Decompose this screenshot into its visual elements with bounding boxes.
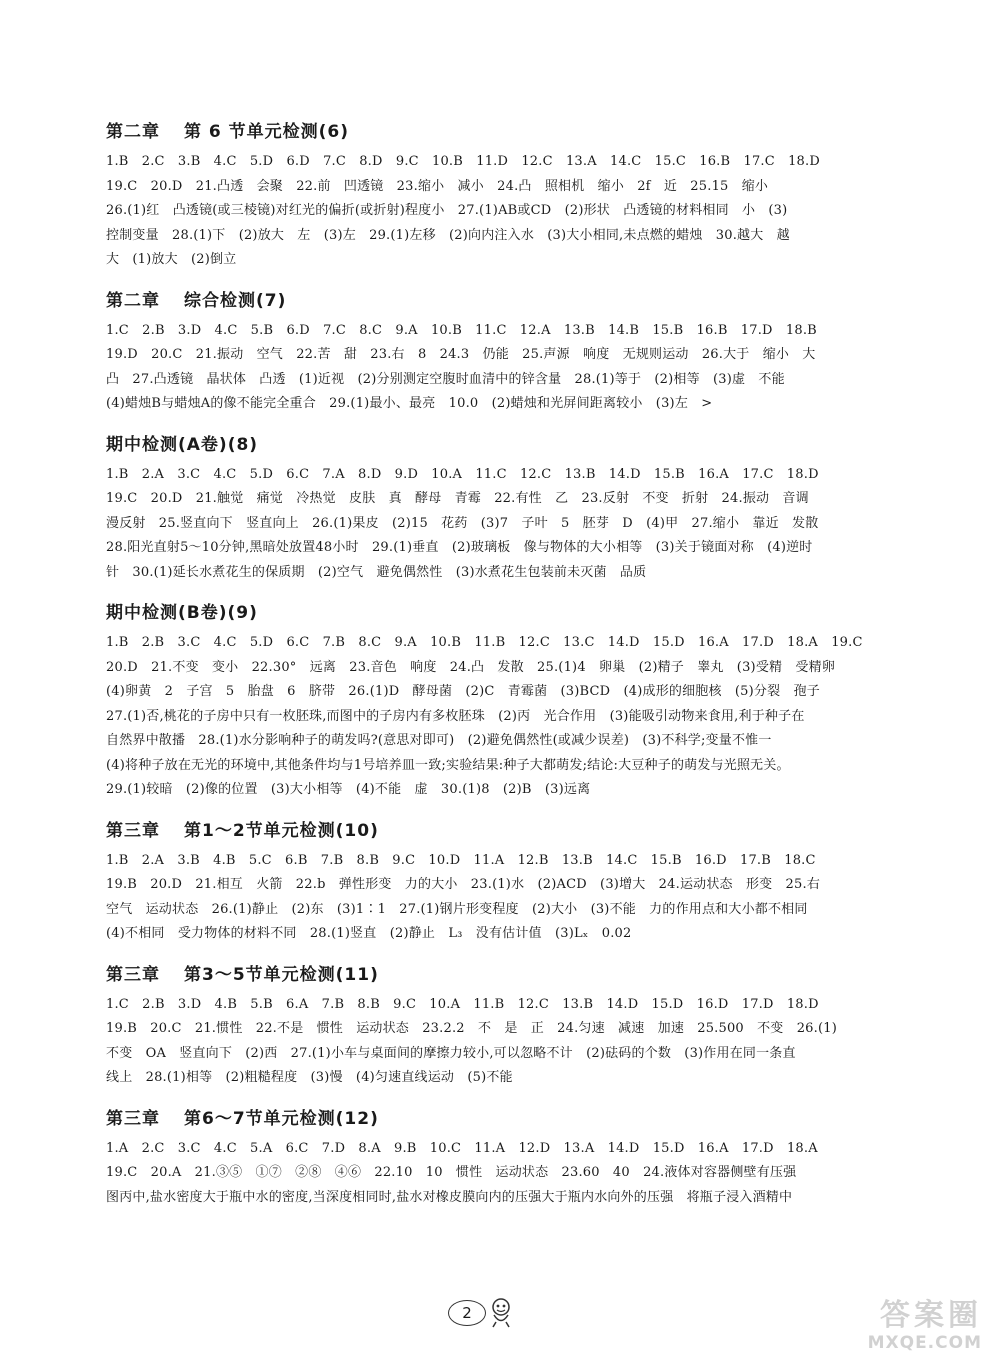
answer-line: 1.B 2.C 3.B 4.C 5.D 6.D 7.C 8.D 9.C 10.B 11.D 12.C 13.A 14.C 15.C 16.B 17.C 18.D [106, 154, 820, 169]
answer-line: 28.阳光直射5～10分钟,黑暗处放置48小时 29.(1)垂直 (2)玻璃板 像与物体的大小相等 (3)关于镜面对称 (4)逆时 [106, 540, 813, 555]
answer-page [106, 118, 896, 1224]
answer-line: 大 (1)放大 (2)倒立 [106, 252, 237, 267]
section-title: 第三章 第3～5节单元检测(11) [106, 964, 379, 985]
answer-line: (4)卵黄 2 子宫 5 胎盘 6 脐带 26.(1)D 酵母菌 (2)C 青霉菌 (3)BCD (4)成形的细胞核 (5)分裂 孢子 [106, 684, 820, 699]
answer-line: 1.A 2.C 3.C 4.C 5.A 6.C 7.D 8.A 9.B 10.C 11.A 12.D 13.A 14.D 15.D 16.A 17.D 18.A [106, 1140, 818, 1156]
answer-line: 1.B 2.A 3.B 4.B 5.C 6.B 7.B 8.B 9.C 10.D 11.A 12.B 13.B 14.C 15.B 16.D 17.B 18.C [106, 852, 816, 868]
section-title: 第二章 综合检测(7) [106, 290, 287, 311]
section-midterm-b [106, 599, 896, 803]
answer-line: 19.D 20.C 21.振动 空气 22.苦 甜 23.右 8 24.3 仍能 25.声源 响度 无规则运动 26.大于 缩小 大 [106, 347, 816, 362]
answer-line: 1.B 2.B 3.C 4.C 5.D 6.C 7.B 8.C 9.A 10.B 11.B 12.C 13.C 14.D 15.D 16.A 17.D 18.A 19.C [106, 635, 863, 650]
section-midterm-a [106, 431, 896, 586]
answer-line: 图丙中,盐水密度大于瓶中水的密度,当深度相同时,盐水对橡皮膜向内的压强大于瓶内水向外的压强 将瓶子浸入酒精中 [106, 1189, 793, 1205]
answer-line: 19.B 20.D 21.相互 火箭 22.b 弹性形变 力的大小 23.(1)水 (2)ACD (3)增大 24.运动状态 形变 25.右 [106, 877, 821, 892]
section-title: 第三章 第1～2节单元检测(10) [106, 820, 379, 841]
answer-line: 1.B 2.A 3.C 4.C 5.D 6.C 7.A 8.D 9.D 10.A 11.C 12.C 13.B 14.D 15.B 16.A 17.C 18.D [106, 466, 819, 482]
watermark-url: MXQE.COM [867, 1333, 982, 1353]
answer-line: 26.(1)红 凸透镜(或三棱镜)对红光的偏折(或折射)程度小 27.(1)AB或CD (2)形状 凸透镜的材料相同 小 (3) [106, 203, 788, 218]
section-title: 期中检测(B卷)(9) [106, 603, 258, 623]
section-title: 第三章 第6～7节单元检测(12) [106, 1108, 379, 1129]
answer-line: 漫反射 25.竖直向下 竖直向上 26.(1)果皮 (2)15 花药 (3)7 子叶 5 胚芽 D (4)甲 27.缩小 靠近 发散 [106, 515, 819, 531]
watermark [812, 1300, 982, 1356]
answer-line: 自然界中散播 28.(1)水分影响种子的萌发吗?(意思对即可) (2)避免偶然性(或减少误差) (3)不科学;变量不惟一 [106, 733, 772, 748]
answer-line: 控制变量 28.(1)下 (2)放大 左 (3)左 29.(1)左移 (2)向内注入水 (3)大小相同,未点燃的蜡烛 30.越大 越 [106, 227, 790, 243]
section-ch3-3-5 [106, 961, 896, 1091]
watermark-logo: 答案圈 [880, 1298, 982, 1333]
answer-line: 27.(1)否,桃花的子房中只有一枚胚珠,而图中的子房内有多枚胚珠 (2)丙 光合作用 (3)能吸引动物来食用,利于种子在 [106, 708, 805, 724]
answer-line: 不变 OA 竖直向下 (2)西 27.(1)小车与桌面间的摩擦力较小,可以忽略不计 (2)砝码的个数 (3)作用在同一条直 [106, 1045, 796, 1061]
answer-line: 1.C 2.B 3.D 4.B 5.B 6.A 7.B 8.B 9.C 10.A 11.B 12.C 13.B 14.D 15.D 16.D 17.D 18.D [106, 996, 819, 1012]
section-ch2-6 [106, 118, 896, 273]
answer-line: 19.C 20.A 21.③⑤ ①⑦ ②⑧ ④⑥ 22.10 10 惯性 运动状态 23.60 40 24.液体对容器侧壁有压强 [106, 1165, 797, 1180]
answer-line: 凸 27.凸透镜 晶状体 凸透 (1)近视 (2)分别测定空腹时血清中的锌含量 28.(1)等于 (2)相等 (3)虚 不能 [106, 371, 785, 387]
answer-line: (4)不相同 受力物体的材料不同 28.(1)竖直 (2)静止 L₃ 没有估计值 (3)Lₓ 0.02 [106, 926, 632, 941]
section-ch3-1-2 [106, 817, 896, 947]
page-number: 2 [448, 1300, 486, 1326]
answer-line: (4)蜡烛B与蜡烛A的像不能完全重合 29.(1)最小、最亮 10.0 (2)蜡烛和光屏间距离较小 (3)左 > [106, 396, 713, 411]
answer-line: 线上 28.(1)相等 (2)粗糙程度 (3)慢 (4)匀速直线运动 (5)不能 [106, 1070, 513, 1085]
section-title: 期中检测(A卷)(8) [106, 434, 259, 455]
answer-line: 29.(1)较暗 (2)像的位置 (3)大小相等 (4)不能 虚 30.(1)8 (2)B (3)远离 [106, 782, 591, 797]
section-ch3-6-7 [106, 1105, 896, 1211]
answer-line: (4)将种子放在无光的环境中,其他条件均与1号培养皿一致;实验结果:种子大都萌发;结论:大豆种子的萌发与光照无关。 [106, 757, 790, 773]
answer-line: 空气 运动状态 26.(1)静止 (2)东 (3)1∶1 27.(1)钢片形变程度 (2)大小 (3)不能 力的作用点和大小都不相同 [106, 901, 808, 917]
answer-line: 19.C 20.D 21.触觉 痛觉 冷热觉 皮肤 真 酵母 青霉 22.有性 乙 23.反射 不变 折射 24.振动 音调 [106, 491, 809, 506]
answer-line: 19.B 20.C 21.惯性 22.不是 惯性 运动状态 23.2.2 不 是 正 24.匀速 减速 加速 25.500 不变 26.(1) [106, 1021, 837, 1036]
answer-line: 20.D 21.不变 变小 22.30° 远离 23.音色 响度 24.凸 发散 25.(1)4 卵巢 (2)精子 睾丸 (3)受精 受精卵 [106, 659, 836, 675]
answer-line: 针 30.(1)延长水煮花生的保质期 (2)空气 避免偶然性 (3)水煮花生包装前未灭菌 品质 [106, 564, 647, 580]
section-ch2-comprehensive [106, 287, 896, 417]
mascot-icon [486, 1296, 516, 1328]
answer-line: 19.C 20.D 21.凸透 会聚 22.前 凹透镜 23.缩小 减小 24.凸 照相机 缩小 2f 近 25.15 缩小 [106, 178, 769, 194]
answer-line: 1.C 2.B 3.D 4.C 5.B 6.D 7.C 8.C 9.A 10.B 11.C 12.A 13.B 14.B 15.B 16.B 17.D 18.B [106, 322, 817, 338]
section-title: 第二章 第 6 节单元检测(6) [106, 122, 350, 142]
